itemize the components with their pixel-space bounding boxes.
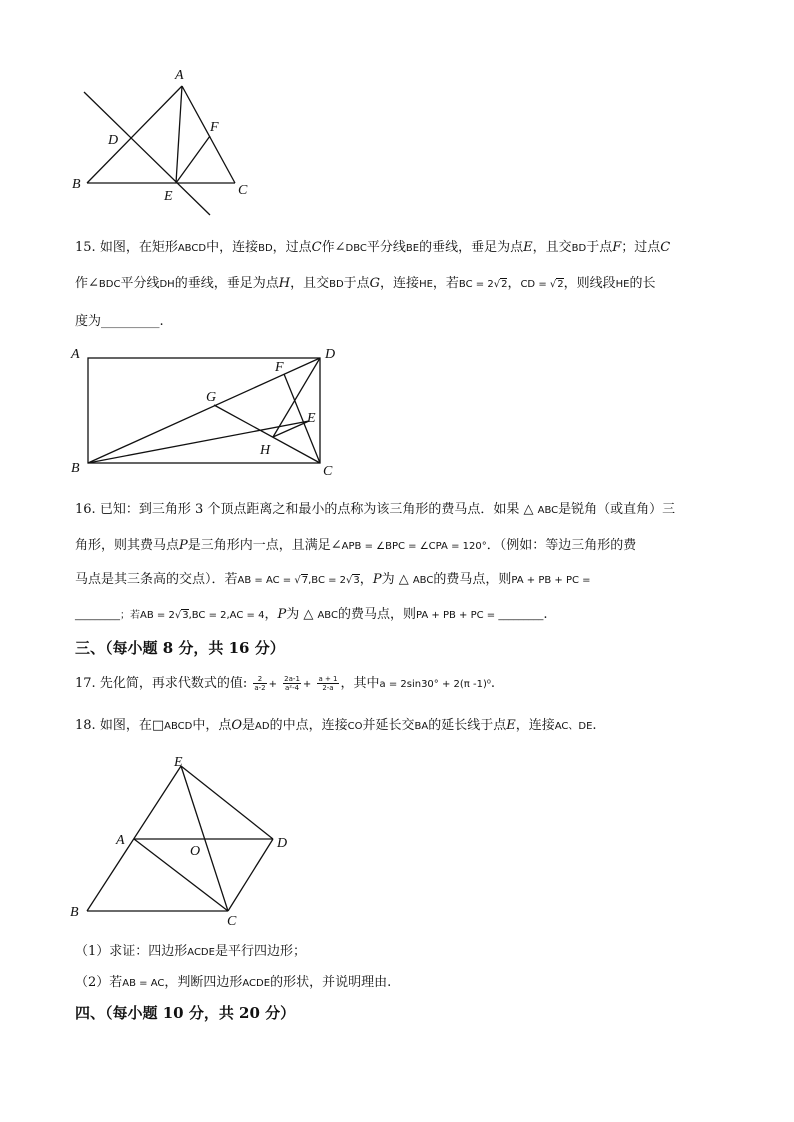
label-c: C	[323, 464, 333, 479]
label-e: E	[164, 189, 173, 204]
segment-ed	[181, 766, 273, 839]
label-b: B	[71, 461, 80, 476]
q15-line-1: 15. 如图，在矩形ABCD中，连接BD，过点C作∠DBC平分线BE的垂线，垂足为点E，且交BD于点F；过点C	[75, 240, 671, 255]
section-4-title: 四、（每小题 10 分，共 20 分）	[75, 1004, 296, 1022]
label-d: D	[325, 347, 336, 362]
q17-line: 17. 先化简，再求代数式的值: $\frac{2}{a-2}$ + $\frac{2a-1}{\text{a²-4}}$ + $\frac{a + 1}{2-a}$ ，其中a = 2sin30° + 2(π -1)⁰.	[75, 675, 496, 692]
section-3-title: 三、（每小题 8 分，共 16 分）	[75, 639, 285, 657]
label-a: A	[175, 68, 184, 83]
diagonal-bd	[88, 358, 320, 463]
figure-rectangle-abcd	[66, 342, 356, 482]
q18-part-2: （2）若AB = AC，判断四边形ACDE的形状，并说明理由.	[75, 975, 392, 990]
segment-ab	[87, 86, 182, 183]
segment-be	[88, 421, 309, 463]
label-o: O	[190, 844, 201, 859]
label-d: D	[277, 836, 288, 851]
q18-line: 18. 如图，在□ABCD中，点O是AD的中点，连接CO并延长交BA的延长线于点E，连接AC、DE.	[75, 718, 597, 733]
figure-parallelogram-abcd	[66, 748, 306, 928]
label-g: G	[206, 390, 217, 405]
q18-part-1: （1）求证：四边形ACDE是平行四边形；	[75, 944, 306, 959]
segment-ac	[182, 86, 235, 183]
label-c: C	[227, 914, 237, 928]
label-d: D	[108, 133, 119, 148]
label-f: F	[275, 360, 284, 375]
q16-line-1: 16. 已知：到三角形 3 个顶点距离之和最小的点称为该三角形的费马点．如果 △ ABC是锐角（或直角）三	[75, 502, 676, 517]
figure-triangle-abc	[70, 64, 270, 220]
line-de-extended	[84, 92, 210, 215]
label-a: A	[71, 347, 80, 362]
label-a: A	[116, 833, 125, 848]
segment-ac	[134, 839, 228, 911]
q16-line-4: _________；若AB = 2√3,BC = 2,AC = 4，P为 △ ABC的费马点，则PA + PB + PC = _________.	[75, 607, 548, 622]
q15-line-3: 度为_________.	[75, 314, 164, 329]
fraction-3: $\frac{a + 1}{2-a}$	[318, 675, 338, 692]
label-h: H	[260, 443, 271, 458]
segment-cd	[228, 839, 273, 911]
label-e: E	[307, 411, 316, 426]
label-b: B	[70, 905, 79, 920]
fraction-2: $\frac{2a-1}{\text{a²-4}}$	[284, 675, 300, 692]
label-c: C	[238, 183, 248, 198]
q16-line-2: 角形，则其费马点P是三角形内一点，且满足∠APB = ∠BPC = ∠CPA = 120°．（例如：等边三角形的费	[75, 538, 637, 553]
q15-line-2: 作∠BDC平分线DH的垂线，垂足为点H，且交BD于点G，连接HE，若BC = 2√2，CD = √2，则线段HE的长	[75, 276, 656, 291]
segment-ef	[176, 136, 210, 183]
label-f: F	[210, 120, 219, 135]
fraction-1: $\frac{2}{a-2}$	[254, 675, 266, 692]
label-e: E	[174, 755, 183, 770]
q16-line-3: 马点是其三条高的交点）．若AB = AC = √7,BC = 2√3，P为 △ ABC的费马点，则PA + PB + PC =	[75, 572, 591, 587]
segment-ae	[176, 86, 182, 183]
label-b: B	[72, 177, 81, 192]
